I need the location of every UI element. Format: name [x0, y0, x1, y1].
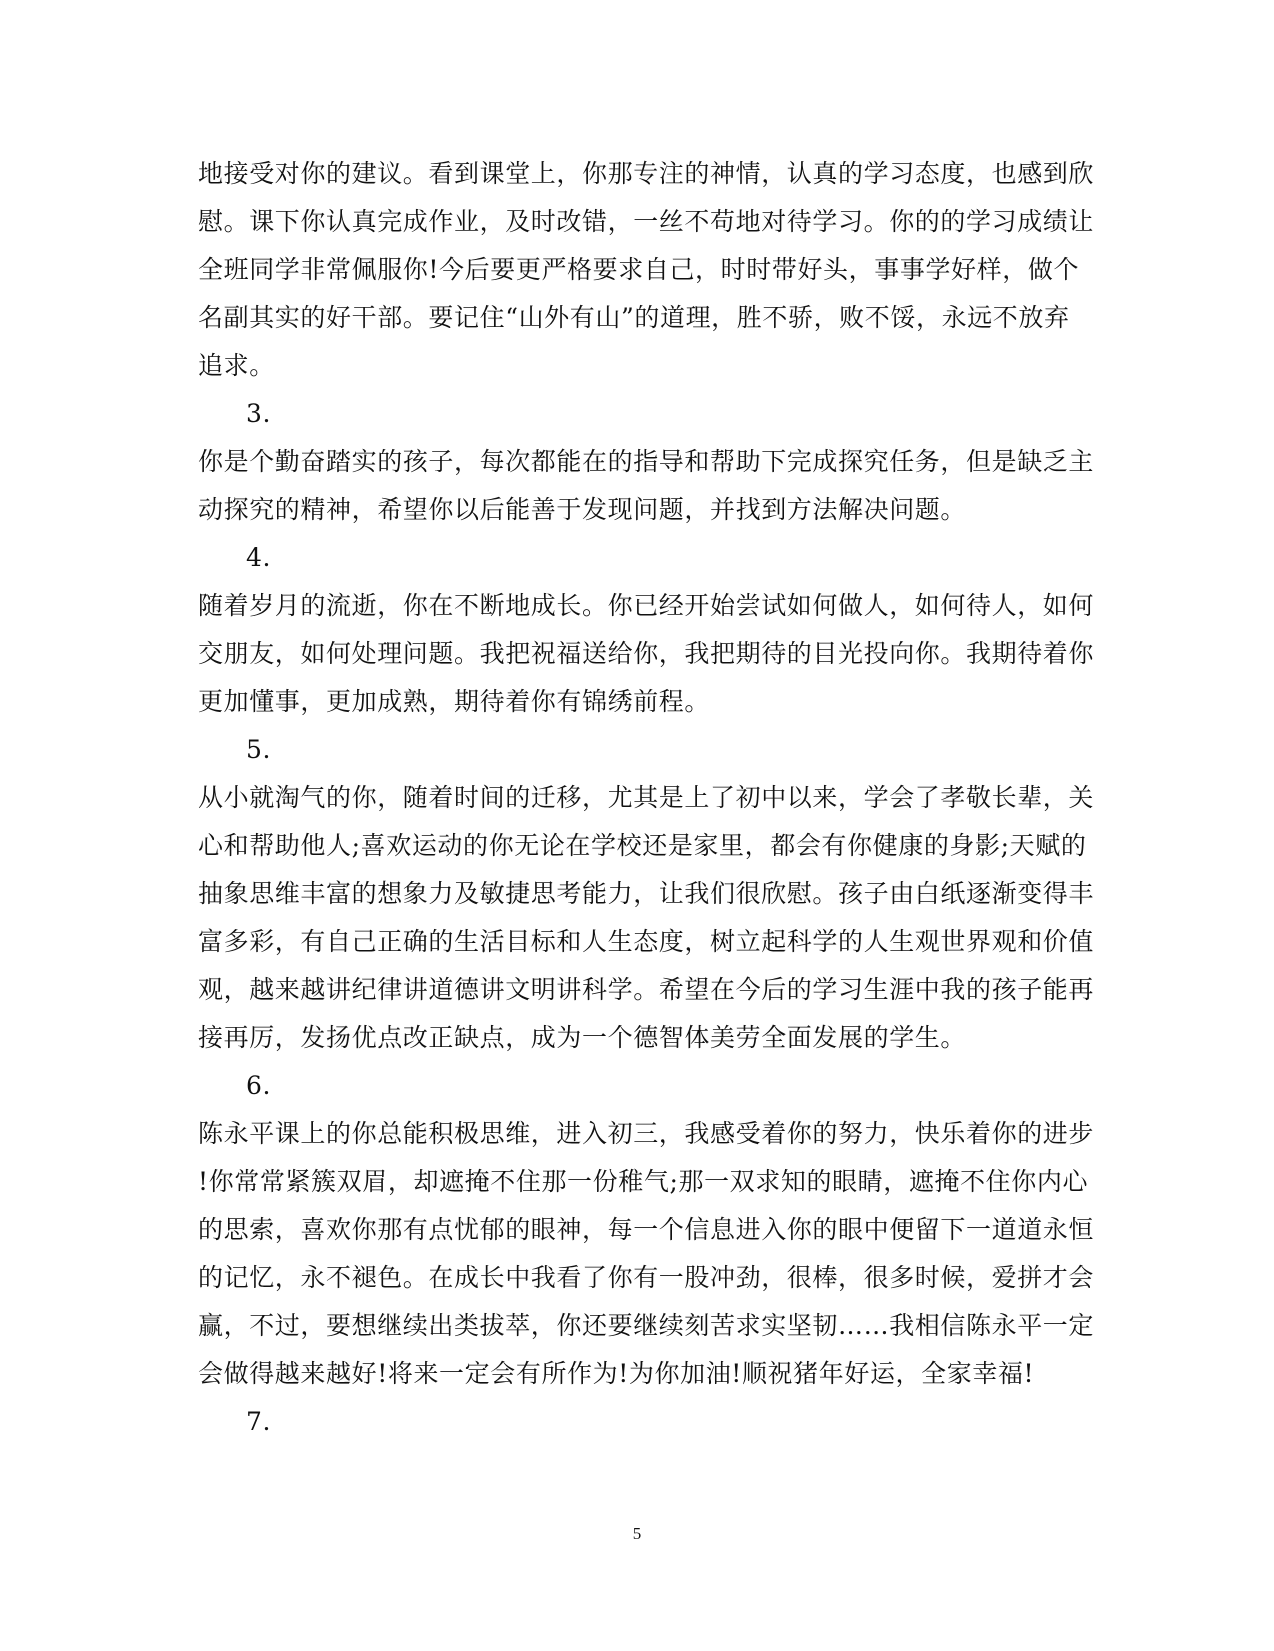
text-line: 会做得越来越好!将来一定会有所作为!为你加油!顺祝猪年好运，全家幸福! — [198, 1359, 1035, 1388]
text-line: !你常常紧簇双眉，却遮掩不住那一份稚气;那一双求知的眼睛，遮掩不住你内心 — [198, 1167, 1089, 1196]
page-number: 5 — [632, 1524, 642, 1543]
text-line: 陈永平课上的你总能积极思维，进入初三，我感受着你的努力，快乐着你的进步 — [198, 1119, 1095, 1148]
text-line: 地接受对你的建议。看到课堂上，你那专注的神情，认真的学习态度，也感到欣 — [198, 159, 1095, 188]
text-line: 名副其实的好干部。要记住“山外有山”的道理，胜不骄，败不馁，永远不放弃 — [198, 303, 1070, 332]
item-number: 6. — [246, 1071, 272, 1100]
text-line: 更加懂事，更加成熟，期待着你有锦绣前程。 — [198, 687, 711, 716]
text-line: 心和帮助他人;喜欢运动的你无论在学校还是家里，都会有你健康的身影;天赋的 — [198, 831, 1087, 860]
text-line: 全班同学非常佩服你!今后要更严格要求自己，时时带好头，事事学好样，做个 — [198, 255, 1080, 284]
text-line: 的思索，喜欢你那有点忧郁的眼神，每一个信息进入你的眼中便留下一道道永恒 — [198, 1215, 1095, 1244]
text-line: 慰。课下你认真完成作业，及时改错，一丝不苟地对待学习。你的的学习成绩让 — [198, 207, 1095, 236]
text-line: 接再厉，发扬优点改正缺点，成为一个德智体美劳全面发展的学生。 — [198, 1023, 967, 1052]
text-line: 的记忆，永不褪色。在成长中我看了你有一股冲劲，很棒，很多时候，爱拼才会 — [198, 1263, 1095, 1292]
text-line: 交朋友，如何处理问题。我把祝福送给你，我把期待的目光投向你。我期待着你 — [198, 639, 1095, 668]
text-line: 动探究的精神，希望你以后能善于发现问题，并找到方法解决问题。 — [198, 495, 967, 524]
text-line: 你是个勤奋踏实的孩子，每次都能在的指导和帮助下完成探究任务，但是缺乏主 — [198, 447, 1095, 476]
text-line: 从小就淘气的你，随着时间的迁移，尤其是上了初中以来，学会了孝敬长辈，关 — [198, 783, 1095, 812]
document-body — [198, 150, 1095, 1446]
text-line: 富多彩，有自己正确的生活目标和人生态度，树立起科学的人生观世界观和价值 — [198, 927, 1095, 956]
item-number: 5. — [246, 735, 272, 764]
text-line: 观，越来越讲纪律讲道德讲文明讲科学。希望在今后的学习生涯中我的孩子能再 — [198, 975, 1095, 1004]
text-line: 赢，不过，要想继续出类拔萃，你还要继续刻苦求实坚韧……我相信陈永平一定 — [198, 1311, 1095, 1340]
text-line: 抽象思维丰富的想象力及敏捷思考能力，让我们很欣慰。孩子由白纸逐渐变得丰 — [198, 879, 1095, 908]
text-line: 随着岁月的流逝，你在不断地成长。你已经开始尝试如何做人，如何待人，如何 — [198, 591, 1095, 620]
item-number: 7. — [246, 1407, 272, 1436]
item-number: 3. — [246, 399, 272, 428]
item-number: 4. — [246, 543, 272, 572]
text-line: 追求。 — [198, 351, 275, 380]
